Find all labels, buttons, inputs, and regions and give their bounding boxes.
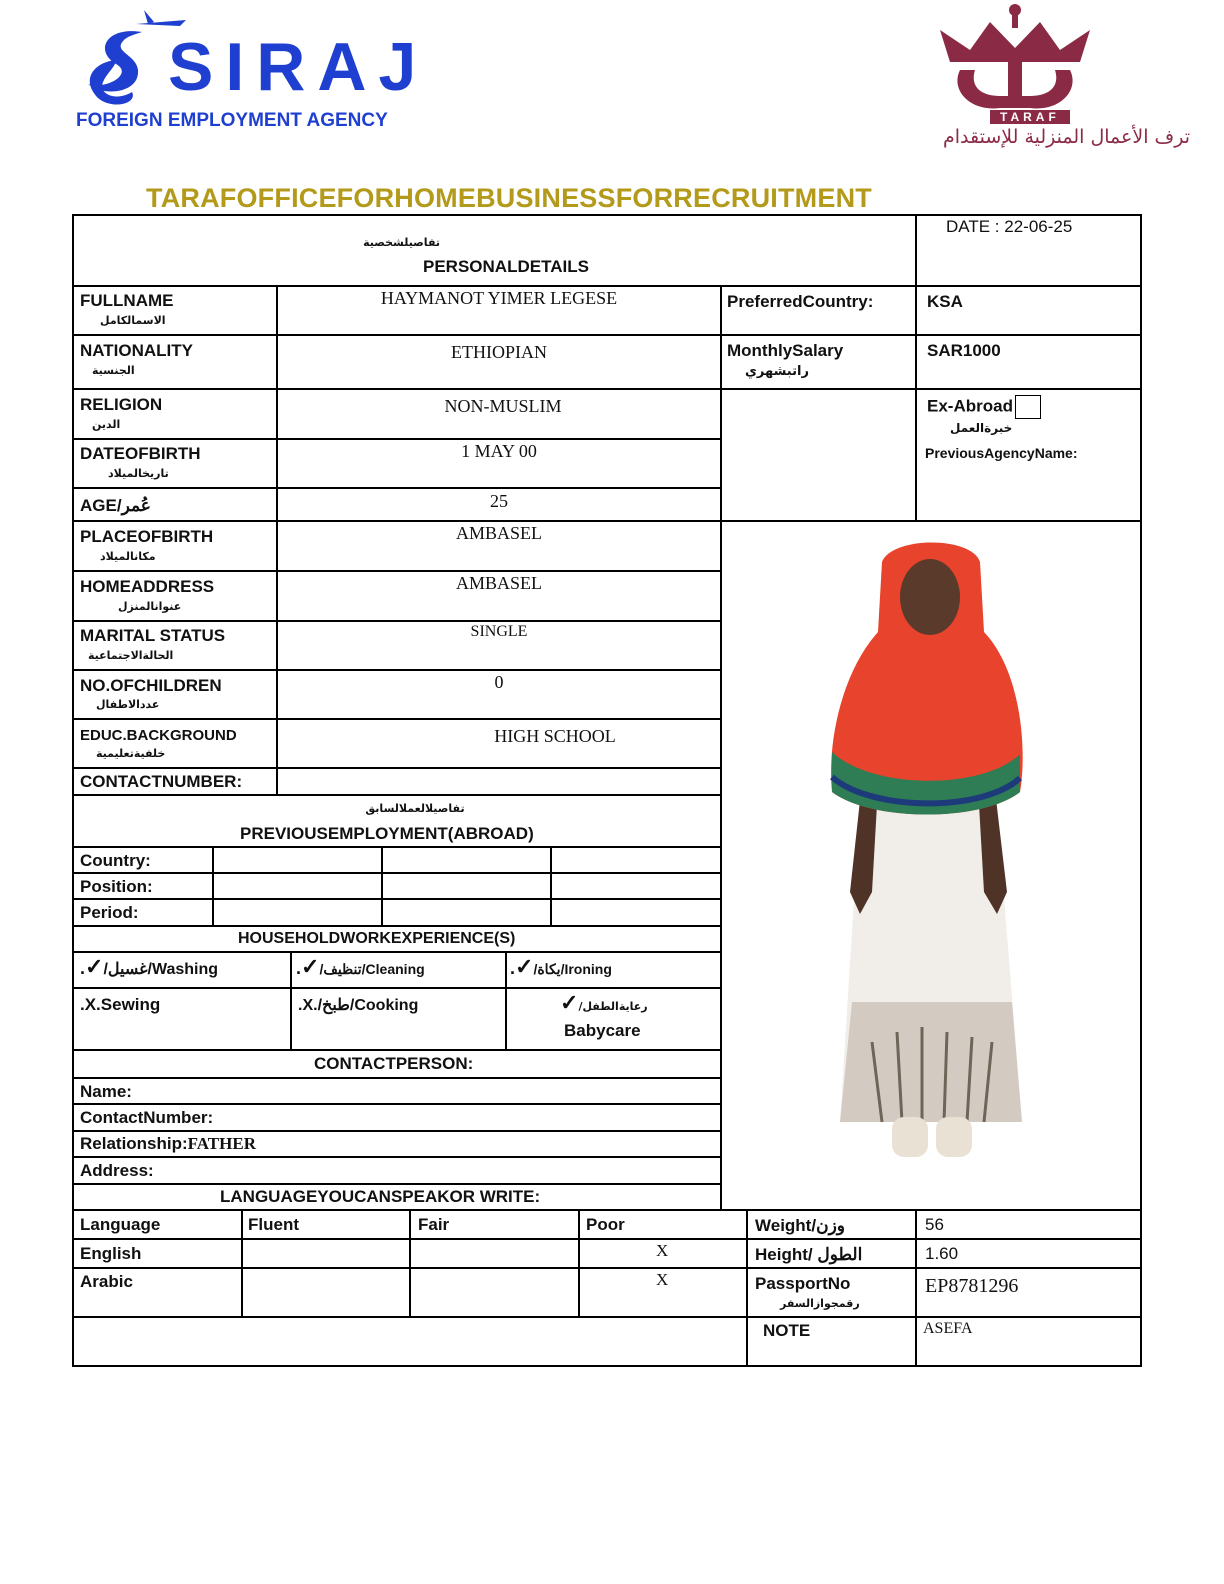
office-title: TARAFOFFICEFORHOMEBUSINESSFORRECRUITMENT (146, 183, 872, 213)
dob-label-ar: تاريخالميلاد (108, 467, 169, 480)
passport-label: PassportNo (755, 1274, 851, 1293)
washing-check-icon: ✓ (85, 954, 104, 979)
fullname-label: FULLNAME (80, 291, 174, 310)
home-address-label: HOMEADDRESS (80, 577, 215, 596)
education-label-ar: خلفيةتعليمية (96, 747, 166, 760)
place-of-birth-label-ar: مكانالميلاد (100, 550, 156, 563)
contact-person-number-label: ContactNumber: (80, 1108, 214, 1127)
ironing-item: .✓/يكاة/Ironing (510, 954, 612, 979)
weight-value: 56 (925, 1215, 944, 1234)
prev-position-label: Position: (80, 877, 153, 896)
contact-name-label: Name: (80, 1082, 132, 1101)
lang-header-fair: Fair (418, 1215, 450, 1234)
personal-section-ar: تفاصيلشخصية (363, 236, 440, 249)
ex-abroad-label: Ex-Abroad (927, 396, 1013, 416)
taraf-name: TARAF (990, 110, 1070, 124)
note-label: NOTE (763, 1321, 811, 1340)
lang-arabic: Arabic (80, 1272, 133, 1291)
siraj-subtitle: FOREIGN EMPLOYMENT AGENCY (76, 110, 388, 131)
lang-header-fluent: Fluent (248, 1215, 299, 1234)
date-label: DATE : 22-06-25 (946, 217, 1073, 236)
contact-person-title: CONTACTPERSON: (314, 1054, 474, 1073)
languages-title: LANGUAGEYOUCANSPEAKOR WRITE: (220, 1187, 541, 1206)
relationship-label: Relationship: (80, 1134, 188, 1153)
cleaning-item: .✓/تنظيف/Cleaning (296, 954, 425, 979)
personal-section-title: PERSONALDETAILS (423, 257, 589, 276)
children-label-ar: عددالاطفال (96, 698, 160, 711)
lang-arabic-poor: X (656, 1270, 669, 1289)
washing-label: /غسيل/Washing (103, 961, 219, 978)
candidate-photo (722, 522, 1139, 1208)
education-value: HIGH SCHOOL (494, 726, 616, 746)
babycare-label: Babycare (564, 1021, 641, 1040)
ex-abroad-checkbox[interactable] (1015, 395, 1041, 419)
household-title: HOUSEHOLDWORKEXPERIENCE(S) (238, 930, 516, 947)
prev-country-label: Country: (80, 851, 151, 870)
taraf-arabic: ترف الأعمال المنزلية للإستقدام (943, 126, 1190, 148)
lang-english-poor: X (656, 1241, 669, 1260)
babycare-check-icon: ✓ (560, 990, 579, 1015)
monthly-salary-label: MonthlySalary (727, 341, 844, 360)
cooking-item: .X./طبخ/Cooking (298, 997, 419, 1014)
monthly-salary-label-ar: راتبشهري (745, 364, 809, 379)
preferred-country-label: PreferredCountry: (727, 292, 874, 311)
contact-number-label: CONTACTNUMBER: (80, 772, 243, 791)
contact-address-label: Address: (80, 1161, 154, 1180)
lang-english: English (80, 1244, 142, 1263)
cleaning-label: /تنظيف/Cleaning (319, 961, 425, 977)
dob-value: 1 MAY 00 (461, 441, 537, 461)
babycare-item (560, 990, 648, 1016)
cleaning-check-icon: ✓ (301, 954, 320, 979)
religion-label: RELIGION (80, 395, 163, 414)
age-label: AGE/عُمر (80, 496, 151, 515)
place-of-birth-label: PLACEOFBIRTH (80, 527, 214, 546)
sewing-item: .X.Sewing (80, 995, 161, 1014)
children-label: NO.OFCHILDREN (80, 676, 222, 695)
marital-status-label: MARITAL STATUS (80, 626, 226, 645)
ex-abroad-row (927, 395, 1041, 419)
note-value: ASEFA (923, 1320, 973, 1337)
siraj-logo (76, 6, 429, 134)
candidate-figure-icon (722, 522, 1139, 1208)
nationality-label-ar: الجنسية (92, 364, 135, 377)
prev-period-label: Period: (80, 903, 139, 922)
ironing-check-icon: ✓ (515, 954, 534, 979)
height-label: Height/ الطول (755, 1245, 863, 1264)
lang-header-poor: Poor (586, 1215, 625, 1234)
previous-employment-title: PREVIOUSEMPLOYMENT(ABROAD) (240, 824, 534, 843)
previous-agency-label: PreviousAgencyName: (925, 445, 1078, 461)
nationality-label: NATIONALITY (80, 341, 194, 360)
ex-abroad-label-ar: خبرةالعمل (950, 421, 1013, 435)
preferred-country-value: KSA (927, 292, 963, 311)
monthly-salary-value: SAR1000 (927, 341, 1001, 360)
taraf-logo (830, 0, 1200, 160)
relationship-value: FATHER (187, 1134, 256, 1153)
marital-status-label-ar: الحالةالاجتماعية (88, 649, 174, 662)
babycare-label-ar: /رعايةالطفل (578, 1000, 648, 1013)
children-value: 0 (494, 672, 504, 692)
fullname-value: HAYMANOT YIMER LEGESE (380, 288, 618, 308)
ironing-label: /يكاة/Ironing (533, 961, 612, 977)
relationship-row (80, 1134, 256, 1154)
washing-item: .✓/غسيل/Washing (80, 954, 219, 979)
religion-value: NON-MUSLIM (444, 396, 562, 416)
siraj-name: SIRAJ (168, 29, 429, 105)
home-address-value: AMBASEL (455, 573, 542, 593)
dob-label: DATEOFBIRTH (80, 444, 201, 463)
home-address-label-ar: عنوانالمنزل (118, 600, 182, 613)
education-label: EDUC.BACKGROUND (80, 727, 237, 744)
marital-status-value: SINGLE (470, 623, 528, 640)
lang-header-language: Language (80, 1215, 161, 1234)
weight-label: Weight/وزن (755, 1216, 845, 1235)
place-of-birth-value: AMBASEL (455, 523, 542, 543)
passport-label-ar: رقمجوازالسفر (780, 1297, 860, 1310)
age-value: 25 (490, 491, 508, 511)
passport-value: EP8781296 (925, 1275, 1019, 1297)
religion-label-ar: الدين (92, 418, 121, 431)
crown-icon (930, 0, 1100, 120)
fullname-label-ar: الاسمالكامل (100, 314, 166, 327)
height-value: 1.60 (925, 1244, 959, 1263)
previous-employment-title-ar: تفاصيلالعملالسابق (365, 802, 465, 815)
nationality-value: ETHIOPIAN (451, 342, 547, 362)
